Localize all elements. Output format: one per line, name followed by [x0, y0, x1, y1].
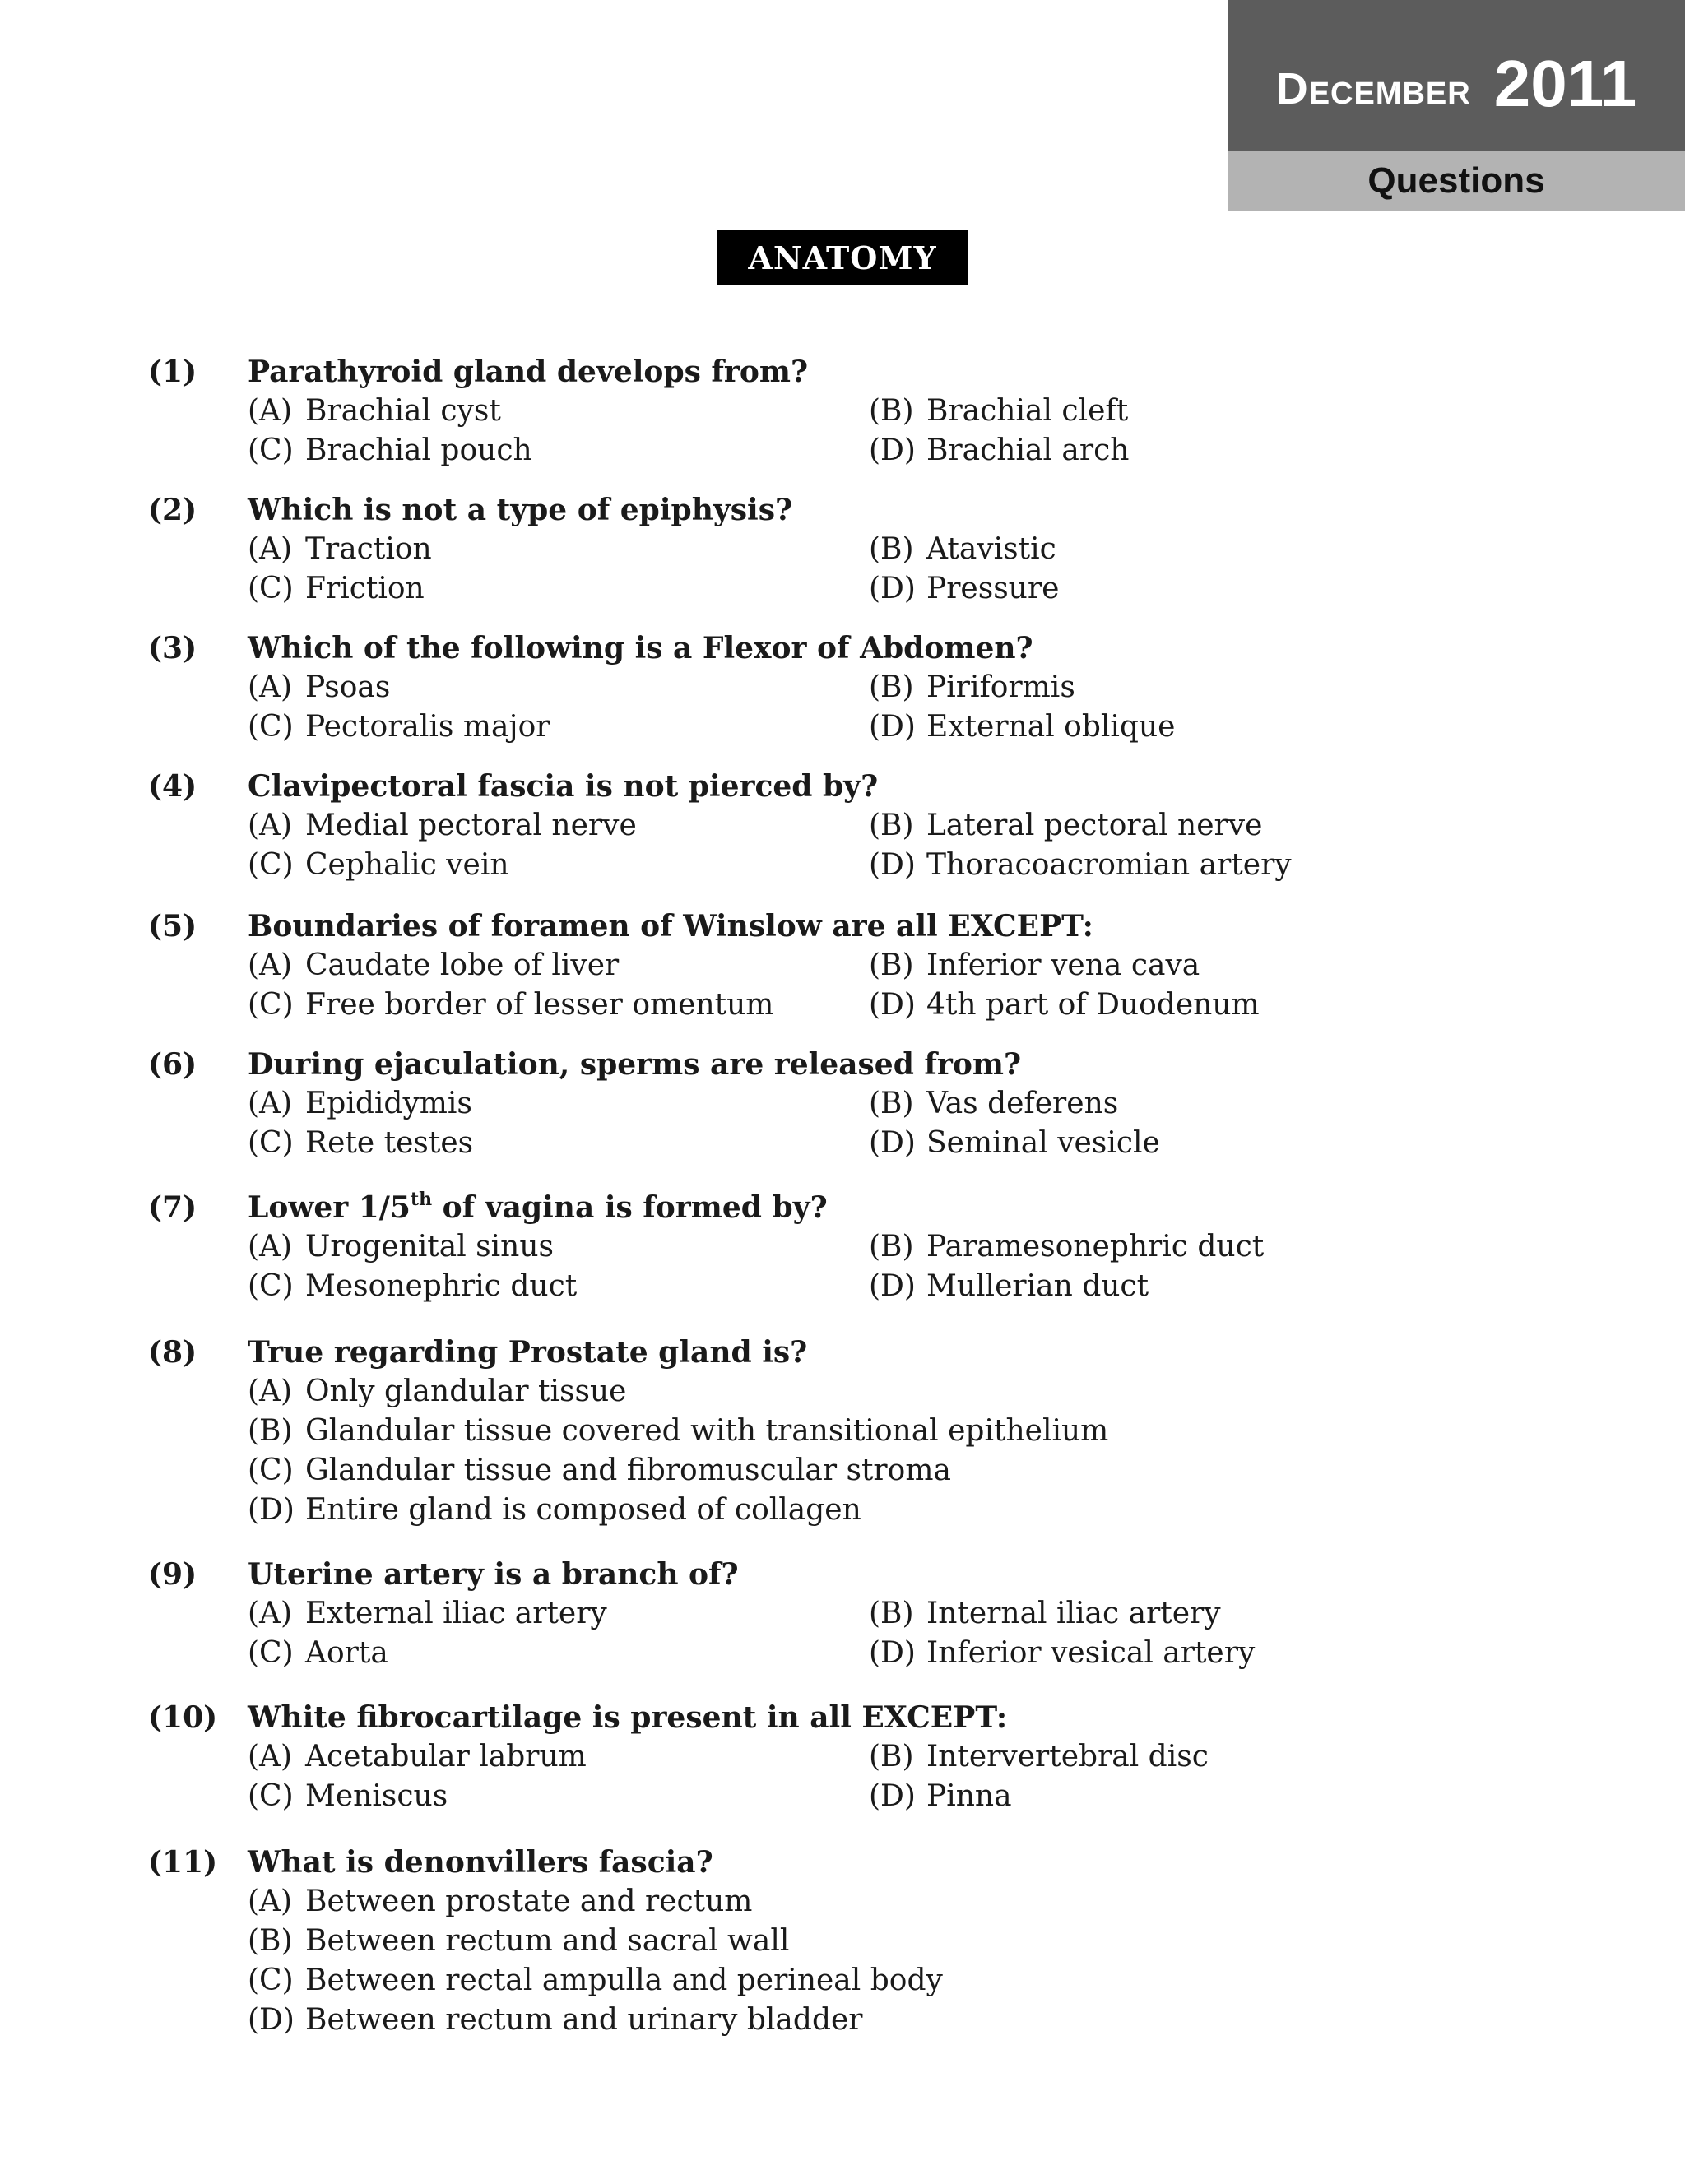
option-c: (C) Aorta: [248, 1636, 388, 1670]
option-b: (B) Brachial cleft: [869, 394, 1129, 428]
option-b: (B) Lateral pectoral nerve: [869, 809, 1263, 842]
option-c: (C) Friction: [248, 572, 425, 605]
option-d: (D) Entire gland is composed of collagen: [248, 1493, 861, 1527]
question-number: (6): [148, 1047, 197, 1082]
question-number: (7): [148, 1190, 197, 1225]
question-number: (3): [148, 631, 197, 665]
option-a: (A) External iliac artery: [248, 1597, 607, 1630]
option-c: (C) Glandular tissue and fibromuscular stroma: [248, 1454, 951, 1487]
option-a: (A) Caudate lobe of liver: [248, 948, 620, 982]
question-number: (9): [148, 1557, 197, 1592]
option-c: (C) Cephalic vein: [248, 848, 509, 882]
section-title: ANATOMY: [717, 230, 968, 285]
option-d: (D) Inferior vesical artery: [869, 1636, 1256, 1670]
option-c: (C) Between rectal ampulla and perineal body: [248, 1964, 943, 1997]
option-b: (B) Piriformis: [869, 670, 1075, 704]
question-text: Which is not a type of epiphysis?: [248, 493, 793, 527]
option-c: (C) Meniscus: [248, 1779, 448, 1813]
option-d: (D) Brachial arch: [869, 434, 1130, 467]
option-a: (A) Traction: [248, 532, 432, 566]
option-c: (C) Mesonephric duct: [248, 1269, 578, 1303]
option-d: (D) Seminal vesicle: [869, 1126, 1160, 1160]
question-number: (5): [148, 909, 197, 944]
question-text: During ejaculation, sperms are released from?: [248, 1047, 1022, 1082]
option-a: (A) Epididymis: [248, 1087, 472, 1120]
option-d: (D) Pinna: [869, 1779, 1012, 1813]
option-b: (B) Atavistic: [869, 532, 1056, 566]
question-text: Uterine artery is a branch of?: [248, 1557, 739, 1592]
question-text: Parathyroid gland develops from?: [248, 355, 809, 389]
option-b: (B) Internal iliac artery: [869, 1597, 1221, 1630]
question-text: White fibrocartilage is present in all EXCEPT:: [248, 1700, 1008, 1735]
question-number: (10): [148, 1700, 218, 1735]
option-b: (B) Vas deferens: [869, 1087, 1119, 1120]
question-text: What is denonvillers fascia?: [248, 1845, 713, 1880]
option-c: (C) Brachial pouch: [248, 434, 532, 467]
option-b: (B) Intervertebral disc: [869, 1740, 1209, 1774]
option-d: (D) External oblique: [869, 710, 1176, 744]
header-month: December: [1275, 64, 1471, 114]
question-number: (1): [148, 355, 197, 389]
option-c: (C) Pectoralis major: [248, 710, 550, 744]
question-text: Lower 1/5th of vagina is formed by?: [248, 1189, 828, 1225]
option-d: (D) Thoracoacromian artery: [869, 848, 1292, 882]
option-a: (A) Between prostate and rectum: [248, 1885, 753, 1918]
header-year: 2011: [1493, 47, 1637, 120]
option-b: (B) Between rectum and sacral wall: [248, 1924, 790, 1958]
option-a: (A) Medial pectoral nerve: [248, 809, 637, 842]
option-b: (B) Glandular tissue covered with transitional epithelium: [248, 1414, 1109, 1448]
header-subtitle: Questions: [1228, 151, 1685, 211]
question-text: True regarding Prostate gland is?: [248, 1335, 808, 1370]
option-d: (D) Between rectum and urinary bladder: [248, 2003, 863, 2037]
option-a: (A) Urogenital sinus: [248, 1230, 554, 1264]
question-text: Clavipectoral fascia is not pierced by?: [248, 769, 879, 804]
question-text: Which of the following is a Flexor of Abdomen?: [248, 631, 1033, 665]
option-a: (A) Only glandular tissue: [248, 1375, 627, 1408]
question-number: (8): [148, 1335, 197, 1370]
option-b: (B) Inferior vena cava: [869, 948, 1200, 982]
option-d: (D) 4th part of Duodenum: [869, 988, 1260, 1022]
option-a: (A) Psoas: [248, 670, 391, 704]
option-a: (A) Acetabular labrum: [248, 1740, 587, 1774]
option-c: (C) Free border of lesser omentum: [248, 988, 774, 1022]
question-number: (2): [148, 493, 197, 527]
option-b: (B) Paramesonephric duct: [869, 1230, 1265, 1264]
question-text: Boundaries of foramen of Winslow are all EXCEPT:: [248, 909, 1093, 944]
header-title-block: [1228, 0, 1685, 151]
question-number: (4): [148, 769, 197, 804]
option-d: (D) Pressure: [869, 572, 1060, 605]
option-a: (A) Brachial cyst: [248, 394, 501, 428]
option-c: (C) Rete testes: [248, 1126, 474, 1160]
question-number: (11): [148, 1845, 218, 1880]
option-d: (D) Mullerian duct: [869, 1269, 1149, 1303]
